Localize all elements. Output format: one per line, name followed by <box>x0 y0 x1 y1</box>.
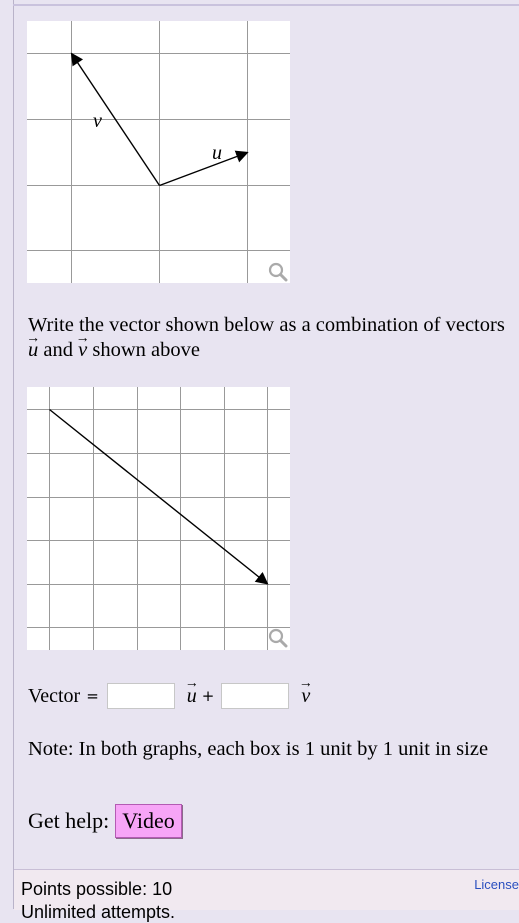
magnifier-icon[interactable] <box>268 262 288 282</box>
question-text-part: Write the vector shown below as a combination of vectors <box>28 314 505 336</box>
coefficient-v-input[interactable] <box>221 683 289 709</box>
vectors-u-v-graph <box>27 21 290 283</box>
vector-u-arrow <box>160 153 248 186</box>
points-possible: Points possible: 10 <box>21 879 173 899</box>
answer-row <box>28 681 508 711</box>
target-vector-arrow <box>50 410 268 584</box>
license-link[interactable]: License <box>474 877 519 892</box>
question-text-part: shown above <box>92 339 200 361</box>
plus-sign: + <box>201 687 215 705</box>
equals-sign: = <box>86 687 99 705</box>
page-left-border <box>13 0 14 909</box>
graph2-svg <box>27 387 290 650</box>
vector-v-symbol: → v <box>78 338 87 363</box>
magnifier-icon[interactable] <box>268 628 288 648</box>
question-footer <box>14 869 519 922</box>
page-top-border <box>13 4 519 6</box>
graph1-svg <box>27 21 290 283</box>
target-vector-graph <box>27 387 290 650</box>
help-row <box>28 804 182 838</box>
vector-v-symbol: → v <box>301 682 310 710</box>
vector-u-label: u <box>212 142 222 164</box>
vector-u-symbol: → u <box>187 682 197 710</box>
note-text: Note: In both graphs, each box is 1 unit by 1 unit in size <box>28 738 489 760</box>
coefficient-u-input[interactable] <box>107 683 175 709</box>
vector-v-label: v <box>93 110 102 132</box>
vector-label: Vector <box>28 685 81 707</box>
vector-u-symbol: → u <box>28 338 38 363</box>
question-text <box>28 313 516 363</box>
video-help-button[interactable]: Video <box>115 804 181 838</box>
get-help-label: Get help: <box>28 808 110 833</box>
question-text-part: and <box>43 339 73 361</box>
attempts-info: Unlimited attempts. <box>21 902 176 922</box>
